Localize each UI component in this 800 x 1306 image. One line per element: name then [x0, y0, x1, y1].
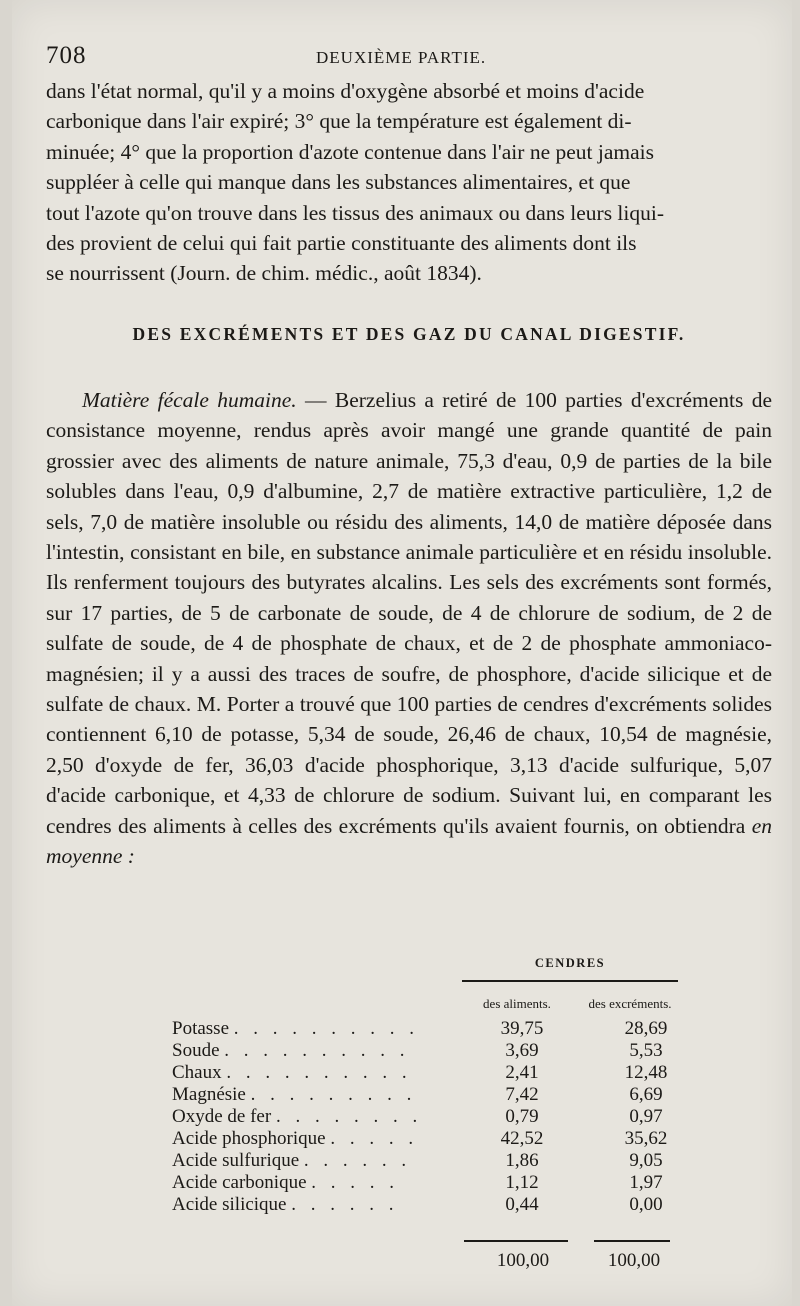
row-label: [172, 1018, 462, 1040]
sum-rule: [594, 1240, 670, 1242]
row-label: [172, 1106, 462, 1128]
component-name: Oxyde de fer: [172, 1106, 272, 1127]
table-row: [172, 1172, 710, 1194]
sum-rule: [464, 1240, 568, 1242]
leader-dots: . . . . . . . . . .: [226, 1062, 412, 1083]
table-title-rule: [462, 980, 678, 985]
paragraph-tail: en moyenne :: [46, 813, 772, 869]
value-aliments: 1,86: [505, 1150, 539, 1171]
table-title: CENDRES: [534, 956, 606, 970]
paragraph-body: — Berzelius a retiré de 100 parties d'excréments de consistance moyenne, rendus après avoir mangé une grande quantité de pain grossier avec des aliments de nature animale, 75,3 d'eau, 0,9 de parties de la bile solubles dans l'eau, 0,9 d'albumine, 2,7 de matière extractive particulière, 1,2 de sels, 7,0 de matière insoluble ou résidu des aliments, 14,0 de matière déposée dans l'intestin, consistant en bile, en substance animale particulière et en résidu insoluble. Ils renferment toujours des butyrates alcalins. Les sels des excréments sont formés, sur 17 parties, de 5 de carbonate de soude, de 4 de chlorure de sodium, de 2 de sulfate de soude, de 4 de phosphate de chaux, et de 2 de phosphate ammoniaco-magnésien; il y a aussi des traces de soufre, de phosphore, d'acide silicique et de sulfate de chaux. M. Porter a trouvé que 100 parties de cendres d'excréments solides contiennent 6,10 de potasse, 5,34 de soude, 26,46 de chaux, 10,54 de magnésie, 2,50 d'oxyde de fer, 36,03 d'acide phosphorique, 3,13 d'acide sulfurique, 5,07 d'acide carbonique, et 4,33 de chlorure de sodium. Suivant lui, en comparant les cendres des aliments à celles des excréments qu'ils avaient fournis, on obtiendra: [46, 388, 772, 838]
value-excrements: 5,53: [629, 1040, 663, 1061]
value-excrements: 0,00: [629, 1194, 663, 1215]
component-name: Chaux: [172, 1062, 222, 1083]
column-header-aliments: des aliments.: [483, 996, 551, 1011]
text-line: tout l'azote qu'on trouve dans les tissus des animaux ou dans leurs liqui-: [46, 200, 665, 225]
component-name: Potasse: [172, 1018, 229, 1039]
total-excrements: 100,00: [607, 1250, 661, 1271]
column-header-excrements: des excréments.: [588, 996, 672, 1011]
paragraph-lead: Matière fécale humaine.: [82, 388, 297, 412]
component-name: Acide phosphorique: [172, 1128, 326, 1149]
running-head: DEUXIÈME PARTIE.: [316, 48, 487, 67]
leader-dots: . . . . .: [311, 1172, 400, 1193]
row-label: [172, 1084, 462, 1106]
paragraph-feces: [46, 385, 772, 872]
value-aliments: 3,69: [505, 1040, 539, 1061]
text-line: dans l'état normal, qu'il y a moins d'oxygène absorbé et moins d'acide: [46, 79, 645, 103]
component-name: Acide sulfurique: [172, 1150, 300, 1171]
row-label: [172, 1150, 462, 1172]
ash-composition-table: [172, 1018, 710, 1216]
row-label: [172, 1128, 462, 1150]
leader-dots: . . . . . . . . . .: [224, 1040, 410, 1061]
leader-dots: . . . . .: [330, 1128, 419, 1149]
leader-dots: . . . . . .: [303, 1150, 412, 1171]
value-aliments: 7,42: [505, 1084, 539, 1105]
component-name: Soude: [172, 1040, 220, 1061]
table-row: [172, 1018, 710, 1040]
value-excrements: 35,62: [624, 1128, 668, 1149]
leader-dots: . . . . . .: [291, 1194, 399, 1215]
table-row: [172, 1040, 710, 1062]
table-row: [172, 1150, 710, 1172]
book-page: [12, 0, 792, 1306]
text-line: minuée; 4° que la proportion d'azote contenue dans l'air ne peut jamais: [46, 139, 654, 164]
component-name: Acide carbonique: [172, 1172, 307, 1193]
value-excrements: 6,69: [629, 1084, 663, 1105]
value-aliments: 39,75: [500, 1018, 544, 1039]
value-aliments: 2,41: [505, 1062, 539, 1083]
value-aliments: 1,12: [505, 1172, 539, 1193]
table-row: [172, 1106, 710, 1128]
leader-dots: . . . . . . . .: [275, 1106, 423, 1127]
leader-dots: . . . . . . . . .: [250, 1084, 417, 1105]
table-row: [172, 1062, 710, 1084]
page-header: [46, 42, 766, 74]
paragraph-text: [46, 385, 772, 872]
value-excrements: 9,05: [629, 1150, 663, 1171]
section-title: DES EXCRÉMENTS ET DES GAZ DU CANAL DIGESTIF.: [132, 324, 686, 344]
value-aliments: 42,52: [500, 1128, 544, 1149]
row-label: [172, 1040, 462, 1062]
text-line: suppléer à celle qui manque dans les substances alimentaires, et que: [46, 170, 631, 195]
component-name: Acide silicique: [172, 1194, 287, 1215]
value-excrements: 1,97: [629, 1172, 663, 1193]
value-excrements: 28,69: [624, 1018, 668, 1039]
text-line: carbonique dans l'air expiré; 3° que la température est également di-: [46, 109, 632, 134]
table-row: [172, 1084, 710, 1106]
row-label: [172, 1194, 462, 1216]
table-row: [172, 1128, 710, 1150]
component-name: Magnésie: [172, 1084, 246, 1105]
text-line: se nourrissent (Journ. de chim. médic., août 1834).: [46, 261, 482, 286]
row-label: [172, 1172, 462, 1194]
leader-dots: . . . . . . . . . .: [233, 1018, 419, 1039]
paragraph-continuation: [46, 76, 772, 289]
row-label: [172, 1062, 462, 1084]
value-excrements: 0,97: [629, 1106, 663, 1127]
page-number: 708: [46, 42, 87, 69]
value-excrements: 12,48: [624, 1062, 668, 1083]
table-row: [172, 1194, 710, 1216]
value-aliments: 0,79: [505, 1106, 539, 1127]
value-aliments: 0,44: [505, 1194, 539, 1215]
total-aliments: 100,00: [496, 1250, 550, 1271]
text-line: des provient de celui qui fait partie constituante des aliments dont ils: [46, 231, 637, 256]
